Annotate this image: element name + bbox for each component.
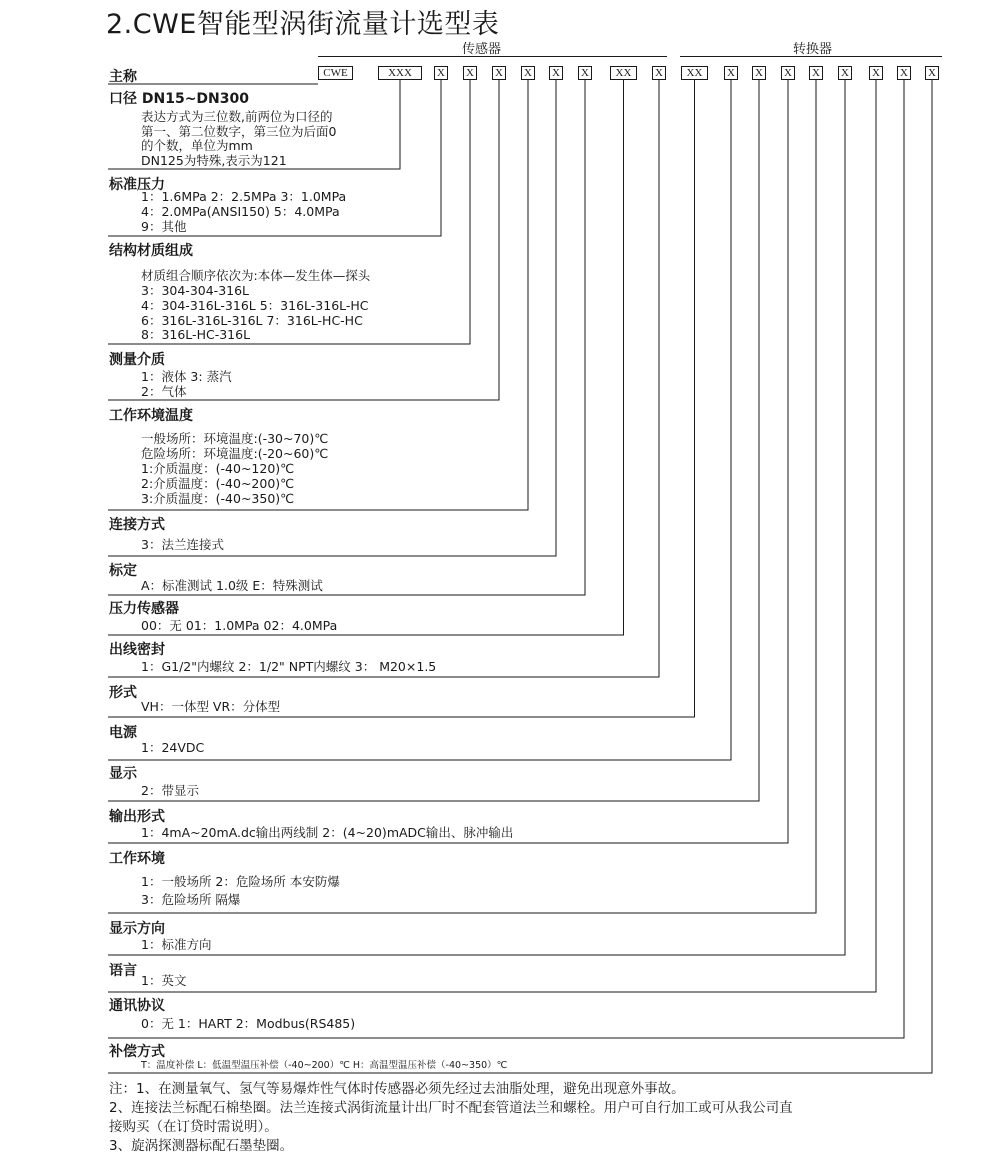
section-16-line-0: 1：英文: [141, 973, 187, 988]
section-8-line-0: 00：无 01：1.0MPa 02：4.0MPa: [141, 618, 338, 633]
section-14-line-0: 1：一般场所 2：危险场所 本安防爆: [141, 874, 340, 889]
section-5-line-2: 1:介质温度：(-40~120)℃: [141, 461, 295, 476]
section-title-4: 测量介质: [109, 352, 165, 368]
section-title-15: 显示方向: [109, 921, 165, 937]
code-box-18: X: [925, 66, 939, 80]
section-17-line-0: 0：无 1：HART 2：Modbus(RS485): [141, 1016, 356, 1031]
section-title-9: 出线密封: [109, 642, 165, 658]
section-13-line-0: 1：4mA~20mA.dc输出两线制 2：(4~20)mADC输出、脉冲输出: [141, 825, 514, 840]
section-5-line-0: 一般场所：环境温度:(-30~70)℃: [141, 431, 329, 446]
section-6-line-0: 3：法兰连接式: [141, 537, 224, 552]
note-1: 2、连接法兰标配石棉垫圈。法兰连接式涡街流量计出厂时不配套管道法兰和螺栓。用户可自行加工或可从我公司直: [109, 1100, 793, 1116]
section-title-8: 压力传感器: [109, 601, 179, 617]
section-3-line-1: 3：304-304-316L: [141, 283, 250, 298]
section-title-0: 主称: [109, 69, 137, 85]
code-box-16: X: [869, 66, 883, 80]
section-2-line-2: 9：其他: [141, 219, 187, 234]
sensor-group-line: [318, 56, 667, 57]
section-11-line-0: 1：24VDC: [141, 740, 205, 755]
code-box-2: X: [434, 66, 448, 80]
section-10-line-0: VH：一体型 VR：分体型: [141, 699, 281, 714]
section-title-11: 电源: [109, 725, 137, 741]
code-box-6: X: [549, 66, 563, 80]
section-14-line-1: 3：危险场所 隔爆: [141, 892, 241, 907]
section-title-17: 通讯协议: [109, 998, 165, 1014]
note-0: 注：1、在测量氧气、氢气等易爆炸性气体时传感器必须先经过去油脂处理，避免出现意外事故。: [109, 1081, 685, 1097]
code-box-12: X: [752, 66, 766, 80]
page-title: 2.CWE智能型涡街流量计选型表: [106, 9, 500, 40]
sensor-group-label: 传感器: [462, 42, 502, 57]
section-5-line-4: 3:介质温度：(-40~350)℃: [141, 491, 295, 506]
section-12-line-0: 2：带显示: [141, 783, 199, 798]
section-title-5: 工作环境温度: [109, 408, 193, 424]
section-title-6: 连接方式: [109, 517, 165, 533]
section-3-line-4: 8：316L-HC-316L: [141, 327, 251, 342]
section-2-line-1: 4：2.0MPa(ANSI150) 5：4.0MPa: [141, 204, 340, 219]
section-title-18: 补偿方式: [109, 1044, 165, 1060]
code-box-10: XX: [681, 66, 708, 80]
code-box-15: X: [838, 66, 852, 80]
section-title-13: 输出形式: [109, 809, 165, 825]
connector-11: [108, 80, 731, 760]
section-5-line-1: 危险场所：环境温度:(-20~60)℃: [141, 446, 329, 461]
code-box-13: X: [781, 66, 795, 80]
section-1-line-3: DN125为特殊,表示为121: [141, 153, 287, 168]
section-7-line-0: A：标准测试 1.0级 E：特殊测试: [141, 578, 323, 593]
section-1-line-2: 的个数，单位为mm: [141, 138, 253, 153]
section-3-line-0: 材质组合顺序依次为:本体—发生体—探头: [141, 268, 371, 283]
section-15-line-0: 1：标准方向: [141, 937, 212, 952]
section-title-12: 显示: [109, 766, 137, 782]
code-box-3: X: [463, 66, 477, 80]
code-box-14: X: [809, 66, 823, 80]
section-title-7: 标定: [109, 563, 137, 579]
section-3-line-3: 6：316L-316L-316L 7：316L-HC-HC: [141, 313, 363, 328]
section-18-line-0: T：温度补偿 L：低温型温压补偿（-40~200）℃ H：高温型温压补偿（-40~350）℃: [141, 1060, 508, 1071]
code-box-17: X: [897, 66, 911, 80]
code-box-9: X: [652, 66, 666, 80]
section-1-line-0: 表达方式为三位数,前两位为口径的: [141, 109, 333, 124]
code-box-11: X: [724, 66, 738, 80]
section-3-line-2: 4：304-316L-316L 5：316L-316L-HC: [141, 298, 369, 313]
section-title-2: 标准压力: [109, 177, 165, 193]
connector-0: [108, 80, 336, 84]
section-title-1: 口径 DN15~DN300: [109, 91, 249, 107]
code-box-7: X: [578, 66, 592, 80]
code-box-8: XX: [610, 66, 637, 80]
section-title-3: 结构材质组成: [109, 243, 193, 259]
note-3: 3、旋涡探测器标配石墨垫圈。: [109, 1138, 294, 1154]
section-2-line-0: 1：1.6MPa 2：2.5MPa 3：1.0MPa: [141, 189, 347, 204]
section-5-line-3: 2:介质温度：(-40~200)℃: [141, 476, 295, 491]
converter-group-label: 转换器: [793, 42, 833, 57]
section-4-line-1: 2：气体: [141, 384, 187, 399]
code-box-1: XXX: [378, 66, 422, 80]
section-9-line-0: 1：G1/2"内螺纹 2：1/2" NPT内螺纹 3： M20×1.5: [141, 659, 437, 674]
connector-18: [108, 80, 932, 1073]
section-4-line-0: 1：液体 3: 蒸汽: [141, 369, 232, 384]
section-title-16: 语言: [109, 963, 137, 979]
section-title-10: 形式: [109, 685, 137, 701]
code-box-5: X: [521, 66, 535, 80]
note-2: 接购买（在订贷时需说明）。: [109, 1119, 278, 1135]
code-box-0: CWE: [318, 66, 353, 80]
converter-group-line: [680, 56, 942, 57]
code-box-4: X: [492, 66, 506, 80]
section-title-14: 工作环境: [109, 851, 165, 867]
section-1-line-1: 第一、第二位数字，第三位为后面0: [141, 124, 337, 139]
